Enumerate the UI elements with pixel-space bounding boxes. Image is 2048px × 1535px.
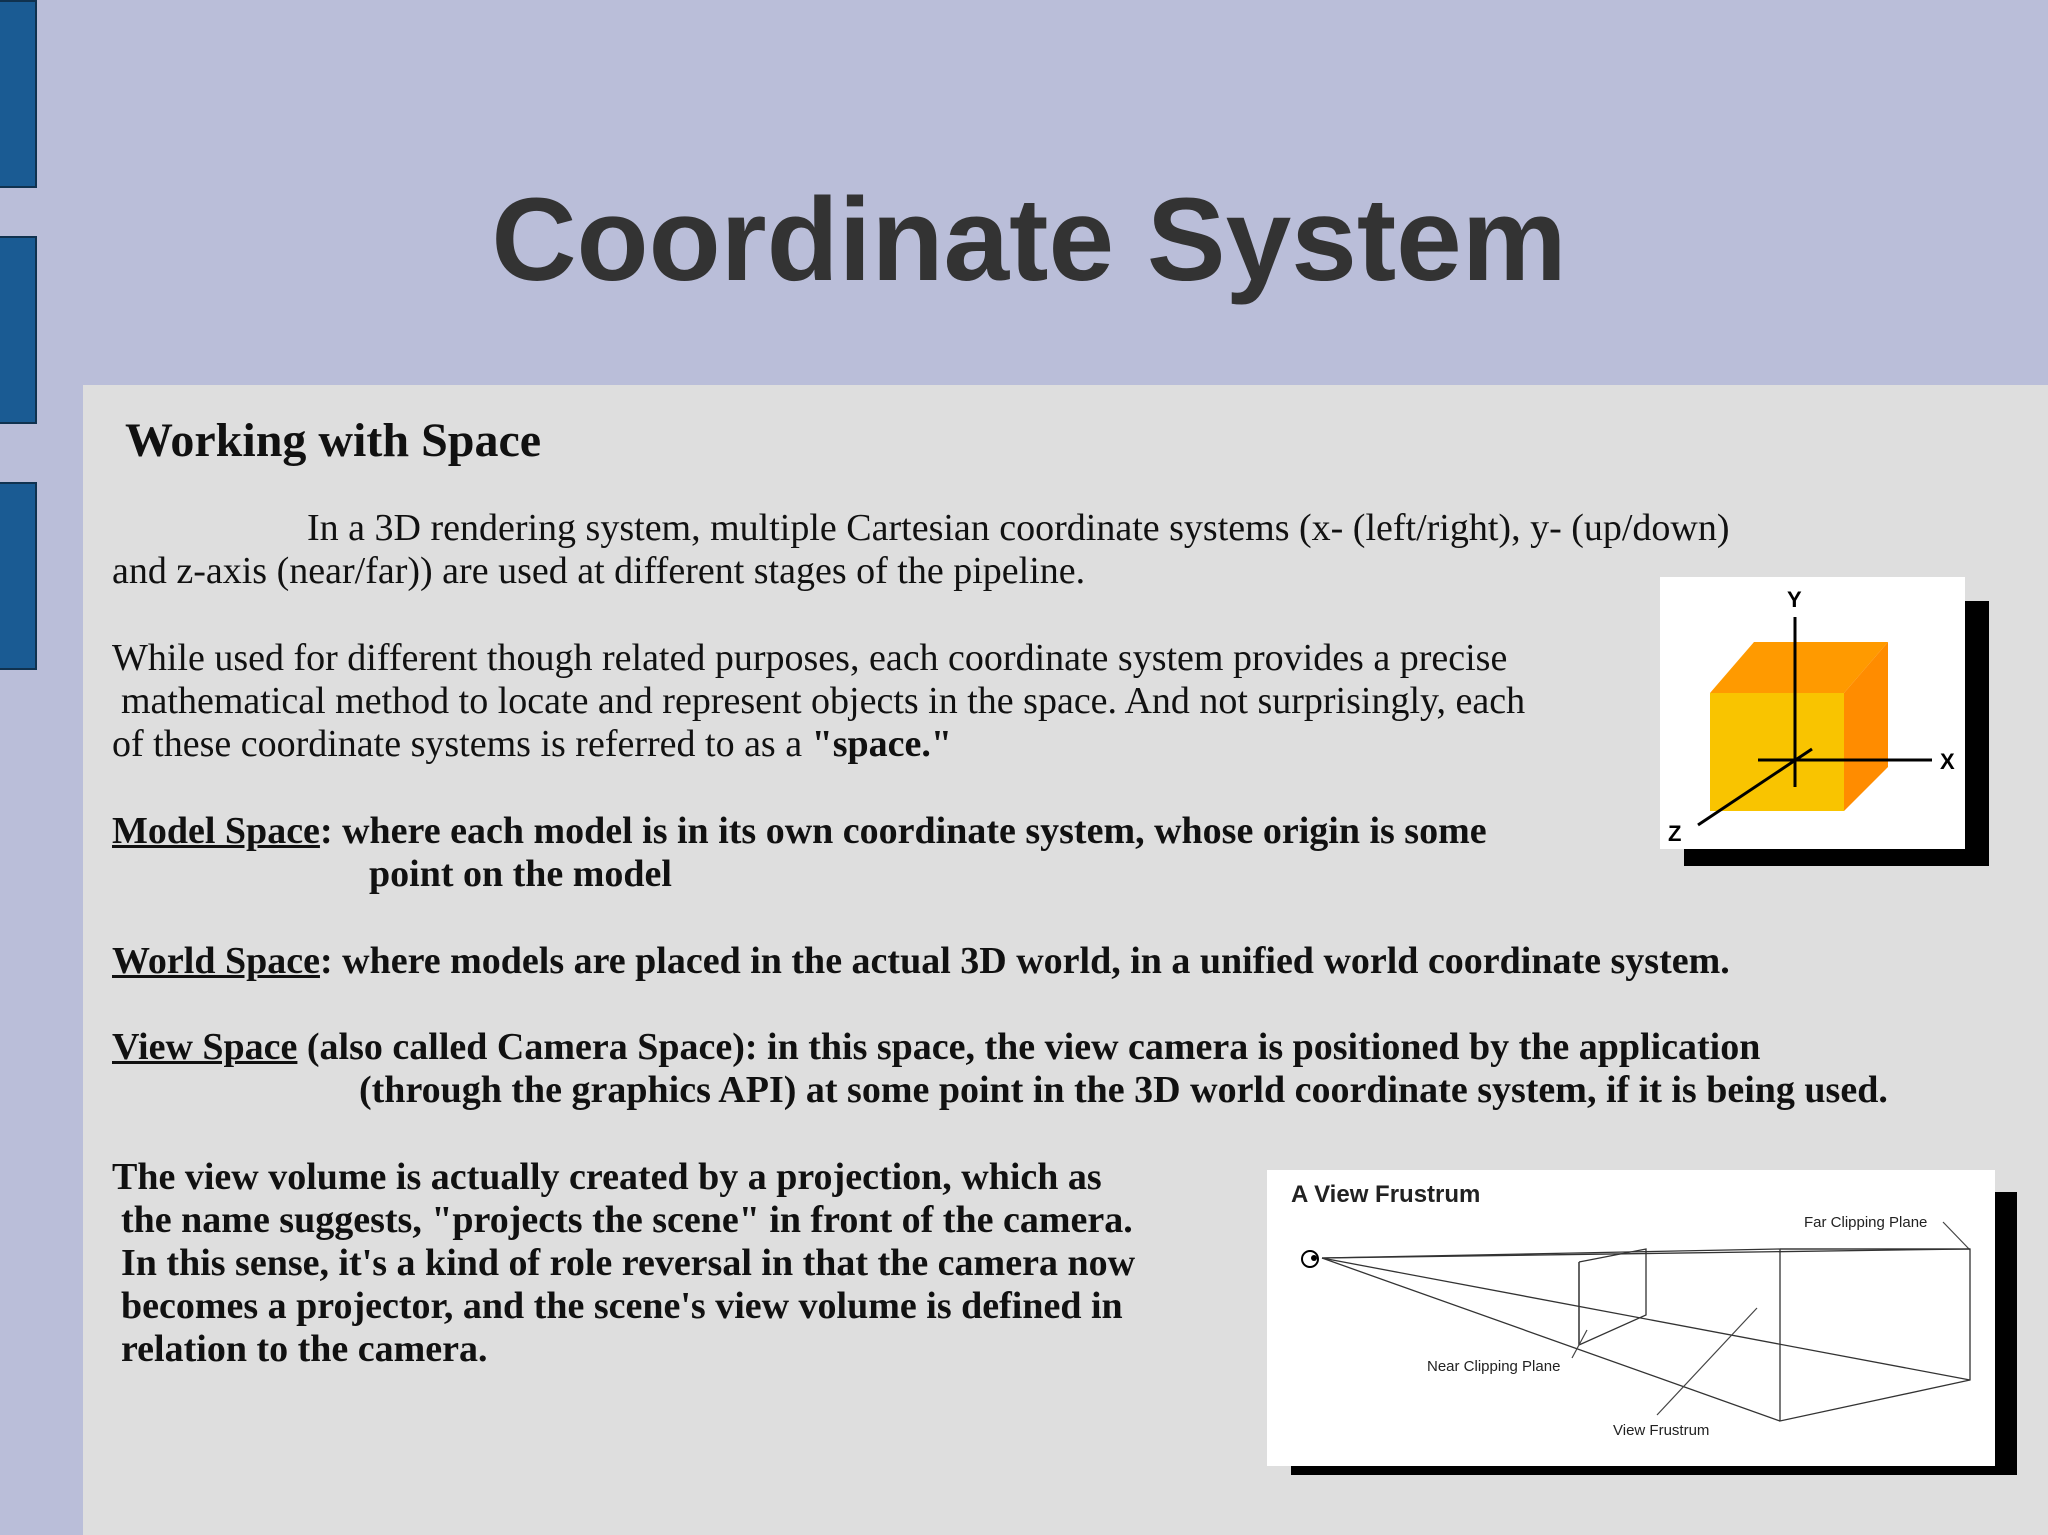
view-frustum-figure bbox=[1267, 1170, 2017, 1475]
x-axis-label: X bbox=[1940, 749, 1955, 774]
axes-cube-svg bbox=[1660, 577, 1965, 849]
para2-line-1: While used for different though related purposes, each coordinate system provides a precise bbox=[112, 637, 1508, 679]
axes-cube-figure bbox=[1660, 577, 2002, 867]
intro-line-2: and z-axis (near/far)) are used at different stages of the pipeline. bbox=[112, 550, 1086, 592]
model-space-desc: : where each model is in its own coordinate system, whose origin is some bbox=[319, 810, 1487, 852]
far-plane-label: Far Clipping Plane bbox=[1804, 1214, 1928, 1231]
intro-line-1: In a 3D rendering system, multiple Cartesian coordinate systems (x- (left/right), y- (up/down) bbox=[307, 507, 1730, 549]
model-space-line-1 bbox=[112, 810, 1487, 853]
para2-line-2: mathematical method to locate and represent objects in the space. And not surprisingly, each bbox=[121, 680, 1526, 722]
world-space-term: World Space bbox=[112, 940, 320, 982]
space-quote: "space." bbox=[811, 723, 952, 765]
view-volume-line-3: In this sense, it's a kind of role reversal in that the camera now bbox=[121, 1242, 1136, 1284]
world-space-desc: : where models are placed in the actual 3D world, in a unified world coordinate system. bbox=[319, 940, 1730, 982]
content-panel bbox=[83, 385, 2048, 1535]
view-space-line-2: (through the graphics API) at some point in the 3D world coordinate system, if it is being used. bbox=[359, 1069, 1888, 1111]
para2-line-3 bbox=[112, 723, 952, 766]
frustum-figure-box bbox=[1267, 1170, 1995, 1466]
camera-eye-dot bbox=[1311, 1255, 1317, 1261]
model-space-line-2: point on the model bbox=[369, 853, 672, 895]
frustum-svg bbox=[1267, 1170, 1995, 1466]
view-space-line-1 bbox=[112, 1026, 1760, 1069]
far-label-leader bbox=[1943, 1222, 1970, 1250]
world-space-line bbox=[112, 940, 1730, 983]
side-tab-3 bbox=[0, 482, 37, 670]
near-plane-label: Near Clipping Plane bbox=[1427, 1358, 1561, 1375]
model-space-term: Model Space bbox=[112, 810, 320, 852]
frustum-lines bbox=[1322, 1249, 1970, 1421]
section-heading: Working with Space bbox=[125, 414, 542, 467]
view-volume-line-1: The view volume is actually created by a projection, which as bbox=[112, 1156, 1102, 1198]
frustum-label: View Frustrum bbox=[1613, 1422, 1710, 1439]
view-volume-line-2: the name suggests, "projects the scene" in front of the camera. bbox=[121, 1199, 1133, 1241]
view-volume-line-5: relation to the camera. bbox=[121, 1328, 488, 1370]
z-axis-label: Z bbox=[1668, 821, 1682, 846]
y-axis-label: Y bbox=[1787, 587, 1802, 612]
view-space-desc: (also called Camera Space): in this space, the view camera is positioned by the application bbox=[297, 1026, 1761, 1068]
slide-title: Coordinate System bbox=[491, 174, 1567, 306]
para2-line-3-text: of these coordinate systems is referred to as a bbox=[112, 723, 812, 765]
view-volume-line-4: becomes a projector, and the scene's view volume is defined in bbox=[121, 1285, 1123, 1327]
frustum-heading: A View Frustrum bbox=[1291, 1181, 1481, 1208]
side-tab-1 bbox=[0, 0, 37, 188]
axes-figure-box bbox=[1660, 577, 1965, 849]
cube-front-face bbox=[1710, 693, 1844, 811]
view-space-term: View Space bbox=[112, 1026, 298, 1068]
